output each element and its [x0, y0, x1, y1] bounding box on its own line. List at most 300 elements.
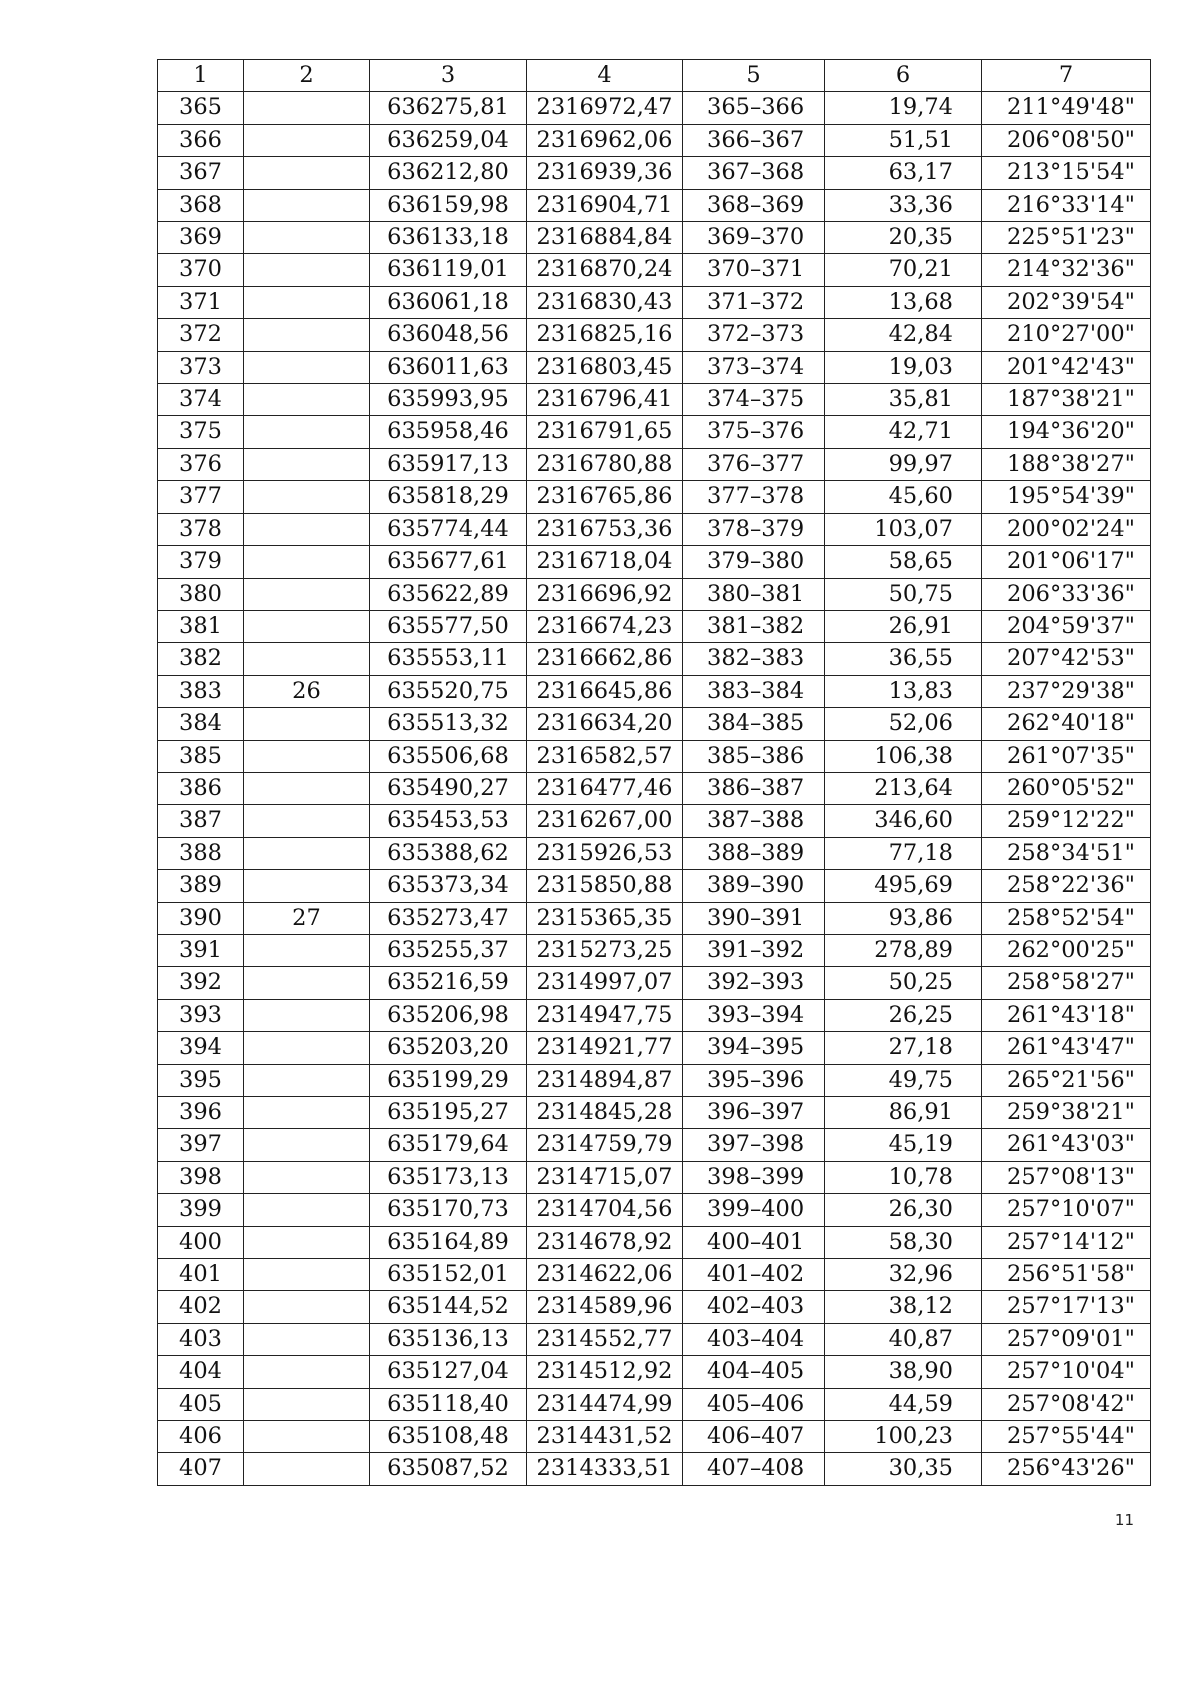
segment-cell: 374–375: [683, 384, 825, 416]
section-number-cell: [244, 967, 370, 999]
table-row: [158, 1064, 1151, 1096]
bearing-cell: 206°33'36": [982, 578, 1151, 610]
section-number-cell: [244, 578, 370, 610]
y-coordinate-cell: 2316696,92: [527, 578, 683, 610]
x-coordinate-cell: 635164,89: [370, 1226, 527, 1258]
segment-cell: 388–389: [683, 837, 825, 869]
segment-cell: 393–394: [683, 999, 825, 1031]
point-number-cell: 400: [158, 1226, 244, 1258]
point-number-cell: 378: [158, 513, 244, 545]
distance-cell: 10,78: [825, 1161, 982, 1193]
table-body: [158, 92, 1151, 1485]
table-row: [158, 384, 1151, 416]
bearing-cell: 206°08'50": [982, 124, 1151, 156]
distance-cell: 30,35: [825, 1453, 982, 1485]
segment-cell: 370–371: [683, 254, 825, 286]
y-coordinate-cell: 2316803,45: [527, 351, 683, 383]
x-coordinate-cell: 635118,40: [370, 1388, 527, 1420]
segment-cell: 387–388: [683, 805, 825, 837]
y-coordinate-cell: 2316582,57: [527, 740, 683, 772]
y-coordinate-cell: 2315365,35: [527, 902, 683, 934]
distance-cell: 19,03: [825, 351, 982, 383]
table-row: [158, 708, 1151, 740]
point-number-cell: 365: [158, 92, 244, 124]
y-coordinate-cell: 2316939,36: [527, 157, 683, 189]
segment-cell: 404–405: [683, 1356, 825, 1388]
bearing-cell: 201°06'17": [982, 546, 1151, 578]
section-number-cell: [244, 740, 370, 772]
segment-cell: 384–385: [683, 708, 825, 740]
x-coordinate-cell: 635993,95: [370, 384, 527, 416]
table-row: [158, 967, 1151, 999]
point-number-cell: 379: [158, 546, 244, 578]
section-number-cell: [244, 157, 370, 189]
y-coordinate-cell: 2314997,07: [527, 967, 683, 999]
distance-cell: 106,38: [825, 740, 982, 772]
point-number-cell: 403: [158, 1323, 244, 1355]
point-number-cell: 387: [158, 805, 244, 837]
bearing-cell: 211°49'48": [982, 92, 1151, 124]
y-coordinate-cell: 2314512,92: [527, 1356, 683, 1388]
section-number-cell: [244, 286, 370, 318]
table-row: [158, 1194, 1151, 1226]
bearing-cell: 257°08'13": [982, 1161, 1151, 1193]
distance-cell: 26,25: [825, 999, 982, 1031]
x-coordinate-cell: 635958,46: [370, 416, 527, 448]
segment-cell: 366–367: [683, 124, 825, 156]
bearing-cell: 265°21'56": [982, 1064, 1151, 1096]
point-number-cell: 368: [158, 189, 244, 221]
segment-cell: 373–374: [683, 351, 825, 383]
column-header-7: 7: [982, 60, 1151, 92]
x-coordinate-cell: 635170,73: [370, 1194, 527, 1226]
x-coordinate-cell: 635506,68: [370, 740, 527, 772]
distance-cell: 38,90: [825, 1356, 982, 1388]
bearing-cell: 225°51'23": [982, 222, 1151, 254]
bearing-cell: 207°42'53": [982, 643, 1151, 675]
y-coordinate-cell: 2316662,86: [527, 643, 683, 675]
section-number-cell: [244, 351, 370, 383]
table-row: [158, 610, 1151, 642]
point-number-cell: 369: [158, 222, 244, 254]
point-number-cell: 377: [158, 481, 244, 513]
table-row: [158, 643, 1151, 675]
point-number-cell: 395: [158, 1064, 244, 1096]
section-number-cell: [244, 1259, 370, 1291]
section-number-cell: [244, 124, 370, 156]
x-coordinate-cell: 636159,98: [370, 189, 527, 221]
segment-cell: 407–408: [683, 1453, 825, 1485]
section-number-cell: 27: [244, 902, 370, 934]
distance-cell: 99,97: [825, 448, 982, 480]
bearing-cell: 202°39'54": [982, 286, 1151, 318]
segment-cell: 391–392: [683, 934, 825, 966]
segment-cell: 402–403: [683, 1291, 825, 1323]
segment-cell: 401–402: [683, 1259, 825, 1291]
x-coordinate-cell: 635216,59: [370, 967, 527, 999]
x-coordinate-cell: 635774,44: [370, 513, 527, 545]
segment-cell: 377–378: [683, 481, 825, 513]
table-row: [158, 1226, 1151, 1258]
distance-cell: 42,71: [825, 416, 982, 448]
point-number-cell: 380: [158, 578, 244, 610]
section-number-cell: [244, 1421, 370, 1453]
x-coordinate-cell: 636011,63: [370, 351, 527, 383]
segment-cell: 367–368: [683, 157, 825, 189]
y-coordinate-cell: 2314894,87: [527, 1064, 683, 1096]
x-coordinate-cell: 635199,29: [370, 1064, 527, 1096]
segment-cell: 372–373: [683, 319, 825, 351]
table-row: [158, 124, 1151, 156]
point-number-cell: 371: [158, 286, 244, 318]
segment-cell: 380–381: [683, 578, 825, 610]
point-number-cell: 397: [158, 1129, 244, 1161]
x-coordinate-cell: 635195,27: [370, 1097, 527, 1129]
distance-cell: 36,55: [825, 643, 982, 675]
section-number-cell: [244, 254, 370, 286]
bearing-cell: 188°38'27": [982, 448, 1151, 480]
segment-cell: 382–383: [683, 643, 825, 675]
section-number-cell: [244, 416, 370, 448]
segment-cell: 365–366: [683, 92, 825, 124]
segment-cell: 368–369: [683, 189, 825, 221]
table-row: [158, 286, 1151, 318]
point-number-cell: 404: [158, 1356, 244, 1388]
section-number-cell: [244, 319, 370, 351]
table-row: [158, 448, 1151, 480]
x-coordinate-cell: 635453,53: [370, 805, 527, 837]
point-number-cell: 367: [158, 157, 244, 189]
section-number-cell: [244, 1064, 370, 1096]
bearing-cell: 195°54'39": [982, 481, 1151, 513]
x-coordinate-cell: 635917,13: [370, 448, 527, 480]
y-coordinate-cell: 2316830,43: [527, 286, 683, 318]
distance-cell: 42,84: [825, 319, 982, 351]
section-number-cell: [244, 805, 370, 837]
distance-cell: 26,91: [825, 610, 982, 642]
distance-cell: 19,74: [825, 92, 982, 124]
coordinates-table: [157, 59, 1151, 1486]
section-number-cell: [244, 546, 370, 578]
segment-cell: 383–384: [683, 675, 825, 707]
x-coordinate-cell: 636061,18: [370, 286, 527, 318]
table-row: [158, 546, 1151, 578]
distance-cell: 50,75: [825, 578, 982, 610]
distance-cell: 58,30: [825, 1226, 982, 1258]
segment-cell: 371–372: [683, 286, 825, 318]
section-number-cell: [244, 934, 370, 966]
x-coordinate-cell: 635255,37: [370, 934, 527, 966]
segment-cell: 369–370: [683, 222, 825, 254]
bearing-cell: 214°32'36": [982, 254, 1151, 286]
point-number-cell: 386: [158, 772, 244, 804]
table-row: [158, 870, 1151, 902]
table-row: [158, 1388, 1151, 1420]
y-coordinate-cell: 2314622,06: [527, 1259, 683, 1291]
distance-cell: 103,07: [825, 513, 982, 545]
y-coordinate-cell: 2316674,23: [527, 610, 683, 642]
section-number-cell: [244, 999, 370, 1031]
bearing-cell: 259°38'21": [982, 1097, 1151, 1129]
x-coordinate-cell: 635818,29: [370, 481, 527, 513]
point-number-cell: 391: [158, 934, 244, 966]
bearing-cell: 204°59'37": [982, 610, 1151, 642]
distance-cell: 38,12: [825, 1291, 982, 1323]
section-number-cell: [244, 222, 370, 254]
section-number-cell: [244, 643, 370, 675]
distance-cell: 52,06: [825, 708, 982, 740]
column-header-1: 1: [158, 60, 244, 92]
table-row: [158, 416, 1151, 448]
bearing-cell: 261°07'35": [982, 740, 1151, 772]
x-coordinate-cell: 636133,18: [370, 222, 527, 254]
segment-cell: 385–386: [683, 740, 825, 772]
bearing-cell: 258°22'36": [982, 870, 1151, 902]
table-row: [158, 1097, 1151, 1129]
section-number-cell: [244, 189, 370, 221]
section-number-cell: [244, 92, 370, 124]
segment-cell: 381–382: [683, 610, 825, 642]
bearing-cell: 260°05'52": [982, 772, 1151, 804]
distance-cell: 13,68: [825, 286, 982, 318]
table-row: [158, 157, 1151, 189]
segment-cell: 397–398: [683, 1129, 825, 1161]
point-number-cell: 390: [158, 902, 244, 934]
table-row: [158, 902, 1151, 934]
point-number-cell: 392: [158, 967, 244, 999]
table-row: [158, 351, 1151, 383]
y-coordinate-cell: 2314921,77: [527, 1032, 683, 1064]
distance-cell: 44,59: [825, 1388, 982, 1420]
point-number-cell: 383: [158, 675, 244, 707]
x-coordinate-cell: 635677,61: [370, 546, 527, 578]
point-number-cell: 396: [158, 1097, 244, 1129]
point-number-cell: 381: [158, 610, 244, 642]
y-coordinate-cell: 2316634,20: [527, 708, 683, 740]
bearing-cell: 257°09'01": [982, 1323, 1151, 1355]
y-coordinate-cell: 2315850,88: [527, 870, 683, 902]
segment-cell: 399–400: [683, 1194, 825, 1226]
x-coordinate-cell: 635513,32: [370, 708, 527, 740]
x-coordinate-cell: 636048,56: [370, 319, 527, 351]
segment-cell: 378–379: [683, 513, 825, 545]
table-row: [158, 1032, 1151, 1064]
table-row: [158, 481, 1151, 513]
y-coordinate-cell: 2316753,36: [527, 513, 683, 545]
distance-cell: 13,83: [825, 675, 982, 707]
table-row: [158, 675, 1151, 707]
distance-cell: 20,35: [825, 222, 982, 254]
section-number-cell: [244, 1129, 370, 1161]
y-coordinate-cell: 2316791,65: [527, 416, 683, 448]
distance-cell: 45,60: [825, 481, 982, 513]
y-coordinate-cell: 2314589,96: [527, 1291, 683, 1323]
distance-cell: 27,18: [825, 1032, 982, 1064]
point-number-cell: 370: [158, 254, 244, 286]
point-number-cell: 388: [158, 837, 244, 869]
y-coordinate-cell: 2316780,88: [527, 448, 683, 480]
y-coordinate-cell: 2316267,00: [527, 805, 683, 837]
segment-cell: 390–391: [683, 902, 825, 934]
section-number-cell: [244, 384, 370, 416]
table-row: [158, 189, 1151, 221]
y-coordinate-cell: 2316796,41: [527, 384, 683, 416]
x-coordinate-cell: 635173,13: [370, 1161, 527, 1193]
x-coordinate-cell: 635108,48: [370, 1421, 527, 1453]
distance-cell: 50,25: [825, 967, 982, 999]
section-number-cell: [244, 1388, 370, 1420]
section-number-cell: [244, 1323, 370, 1355]
table-row: [158, 578, 1151, 610]
header-row: [158, 60, 1151, 92]
bearing-cell: 213°15'54": [982, 157, 1151, 189]
point-number-cell: 407: [158, 1453, 244, 1485]
y-coordinate-cell: 2314947,75: [527, 999, 683, 1031]
x-coordinate-cell: 635373,34: [370, 870, 527, 902]
distance-cell: 495,69: [825, 870, 982, 902]
bearing-cell: 261°43'03": [982, 1129, 1151, 1161]
column-header-3: 3: [370, 60, 527, 92]
bearing-cell: 216°33'14": [982, 189, 1151, 221]
distance-cell: 100,23: [825, 1421, 982, 1453]
section-number-cell: [244, 1161, 370, 1193]
bearing-cell: 201°42'43": [982, 351, 1151, 383]
bearing-cell: 258°58'27": [982, 967, 1151, 999]
table-row: [158, 1129, 1151, 1161]
distance-cell: 45,19: [825, 1129, 982, 1161]
section-number-cell: [244, 1291, 370, 1323]
point-number-cell: 401: [158, 1259, 244, 1291]
x-coordinate-cell: 635490,27: [370, 772, 527, 804]
bearing-cell: 261°43'18": [982, 999, 1151, 1031]
y-coordinate-cell: 2316765,86: [527, 481, 683, 513]
segment-cell: 376–377: [683, 448, 825, 480]
section-number-cell: [244, 1097, 370, 1129]
y-coordinate-cell: 2316972,47: [527, 92, 683, 124]
table-row: [158, 1323, 1151, 1355]
point-number-cell: 389: [158, 870, 244, 902]
section-number-cell: 26: [244, 675, 370, 707]
point-number-cell: 399: [158, 1194, 244, 1226]
section-number-cell: [244, 1356, 370, 1388]
point-number-cell: 405: [158, 1388, 244, 1420]
table-row: [158, 805, 1151, 837]
bearing-cell: 258°34'51": [982, 837, 1151, 869]
bearing-cell: 257°10'04": [982, 1356, 1151, 1388]
table-row: [158, 513, 1151, 545]
distance-cell: 346,60: [825, 805, 982, 837]
table-row: [158, 222, 1151, 254]
y-coordinate-cell: 2314431,52: [527, 1421, 683, 1453]
table-row: [158, 740, 1151, 772]
point-number-cell: 393: [158, 999, 244, 1031]
y-coordinate-cell: 2314552,77: [527, 1323, 683, 1355]
section-number-cell: [244, 772, 370, 804]
point-number-cell: 366: [158, 124, 244, 156]
bearing-cell: 257°10'07": [982, 1194, 1151, 1226]
table-row: [158, 772, 1151, 804]
bearing-cell: 256°43'26": [982, 1453, 1151, 1485]
table-row: [158, 1161, 1151, 1193]
x-coordinate-cell: 635577,50: [370, 610, 527, 642]
point-number-cell: 394: [158, 1032, 244, 1064]
y-coordinate-cell: 2315926,53: [527, 837, 683, 869]
x-coordinate-cell: 635127,04: [370, 1356, 527, 1388]
segment-cell: 395–396: [683, 1064, 825, 1096]
y-coordinate-cell: 2316904,71: [527, 189, 683, 221]
bearing-cell: 256°51'58": [982, 1259, 1151, 1291]
distance-cell: 63,17: [825, 157, 982, 189]
table-row: [158, 1259, 1151, 1291]
y-coordinate-cell: 2316870,24: [527, 254, 683, 286]
column-header-2: 2: [244, 60, 370, 92]
x-coordinate-cell: 635520,75: [370, 675, 527, 707]
table-row: [158, 934, 1151, 966]
x-coordinate-cell: 636119,01: [370, 254, 527, 286]
bearing-cell: 187°38'21": [982, 384, 1151, 416]
point-number-cell: 385: [158, 740, 244, 772]
point-number-cell: 384: [158, 708, 244, 740]
page-number: 11: [1114, 1511, 1134, 1529]
segment-cell: 396–397: [683, 1097, 825, 1129]
distance-cell: 70,21: [825, 254, 982, 286]
x-coordinate-cell: 635206,98: [370, 999, 527, 1031]
point-number-cell: 375: [158, 416, 244, 448]
distance-cell: 33,36: [825, 189, 982, 221]
segment-cell: 394–395: [683, 1032, 825, 1064]
section-number-cell: [244, 481, 370, 513]
y-coordinate-cell: 2314474,99: [527, 1388, 683, 1420]
table-header: [158, 60, 1151, 92]
column-header-4: 4: [527, 60, 683, 92]
bearing-cell: 257°17'13": [982, 1291, 1151, 1323]
point-number-cell: 406: [158, 1421, 244, 1453]
segment-cell: 386–387: [683, 772, 825, 804]
segment-cell: 398–399: [683, 1161, 825, 1193]
y-coordinate-cell: 2316645,86: [527, 675, 683, 707]
distance-cell: 26,30: [825, 1194, 982, 1226]
segment-cell: 375–376: [683, 416, 825, 448]
table-row: [158, 1421, 1151, 1453]
y-coordinate-cell: 2316825,16: [527, 319, 683, 351]
bearing-cell: 257°08'42": [982, 1388, 1151, 1420]
y-coordinate-cell: 2314333,51: [527, 1453, 683, 1485]
bearing-cell: 210°27'00": [982, 319, 1151, 351]
x-coordinate-cell: 635152,01: [370, 1259, 527, 1291]
bearing-cell: 262°40'18": [982, 708, 1151, 740]
section-number-cell: [244, 708, 370, 740]
y-coordinate-cell: 2314678,92: [527, 1226, 683, 1258]
table-row: [158, 1453, 1151, 1485]
section-number-cell: [244, 870, 370, 902]
distance-cell: 40,87: [825, 1323, 982, 1355]
y-coordinate-cell: 2316718,04: [527, 546, 683, 578]
x-coordinate-cell: 635179,64: [370, 1129, 527, 1161]
point-number-cell: 376: [158, 448, 244, 480]
x-coordinate-cell: 635388,62: [370, 837, 527, 869]
table-row: [158, 1356, 1151, 1388]
segment-cell: 400–401: [683, 1226, 825, 1258]
section-number-cell: [244, 837, 370, 869]
section-number-cell: [244, 610, 370, 642]
point-number-cell: 374: [158, 384, 244, 416]
segment-cell: 403–404: [683, 1323, 825, 1355]
point-number-cell: 398: [158, 1161, 244, 1193]
segment-cell: 379–380: [683, 546, 825, 578]
distance-cell: 77,18: [825, 837, 982, 869]
bearing-cell: 200°02'24": [982, 513, 1151, 545]
y-coordinate-cell: 2314704,56: [527, 1194, 683, 1226]
